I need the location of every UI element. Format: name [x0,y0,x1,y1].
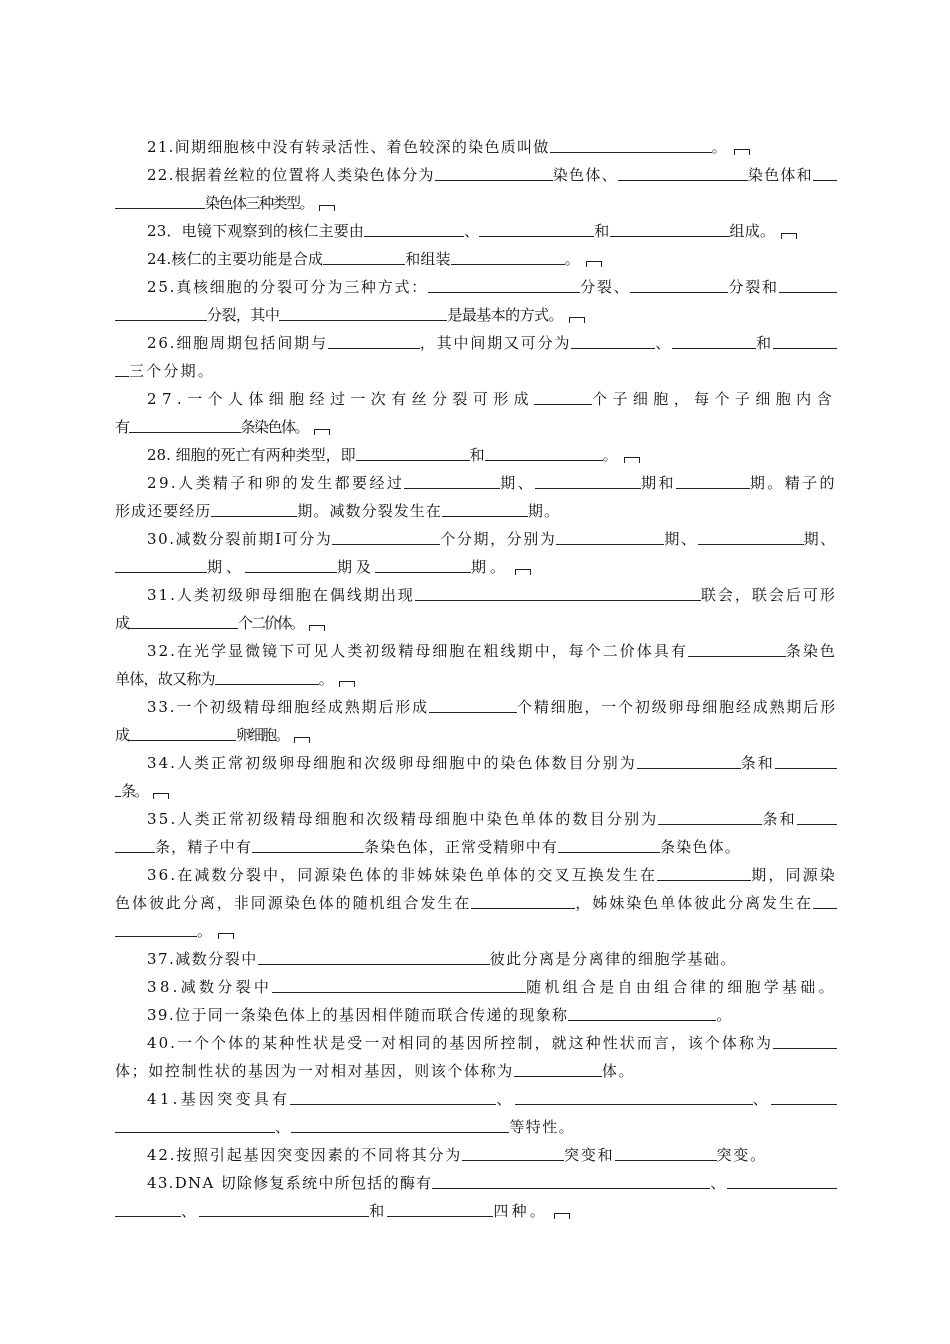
question-text: 个分期，分别为 [440,530,557,548]
question-line [147,137,750,157]
question-text: 、 [181,1202,200,1220]
answer-blank[interactable] [698,530,804,545]
question-text: 期、 [500,474,536,492]
question-text: 24.核仁的主要功能是合成 [147,250,324,268]
paragraph-mark-icon [153,793,169,799]
answer-blank[interactable] [415,586,701,601]
answer-blank[interactable] [115,306,207,321]
question-text: 39.位于同一条染色体上的基因相伴随而联合传递的现象称 [147,1006,569,1024]
answer-blank[interactable] [535,474,641,489]
question-text: 单体，故又称为 [115,670,215,688]
answer-blank[interactable] [534,390,592,405]
answer-blank[interactable] [550,138,712,153]
answer-blank[interactable] [630,278,728,293]
answer-blank[interactable] [688,642,786,657]
question-text: 期。精子的 [749,474,837,492]
question-text: 四种。 [493,1202,549,1220]
answer-blank[interactable] [658,810,762,825]
answer-blank[interactable] [404,474,500,489]
answer-blank[interactable] [676,474,750,489]
question-text: 31.人类初级卵母细胞在偶线期出现 [147,586,415,604]
answer-blank[interactable] [364,222,464,237]
question-line [147,221,797,241]
question-line [115,557,531,577]
question-text: 成 [115,614,129,632]
question-text: 。 [318,670,334,688]
paragraph-mark-icon [314,429,330,435]
question-text: 。 [711,138,728,156]
answer-blank[interactable] [290,1090,496,1105]
paragraph-mark-icon [554,1213,570,1219]
question-line [147,809,837,829]
question-text: 联会，联会后可形 [700,586,837,604]
answer-blank[interactable] [773,334,837,349]
answer-blank[interactable] [115,1118,275,1133]
question-text: 33.一个初级精母细胞经成熟期后形成 [147,698,429,716]
question-text: 等特性。 [509,1118,576,1136]
question-text: 条染色体，正常受精卵中有 [364,838,559,856]
question-text: 35.人类正常初级精母细胞和次级精母细胞中染色单体的数目分别为 [147,810,659,828]
question-text: 形成还要经历 [115,502,212,520]
question-text: 个精细胞，一个初级卵母细胞经成熟期后形 [516,698,837,716]
answer-blank[interactable] [328,334,420,349]
question-line [147,249,602,269]
question-text: 和 [756,334,773,352]
question-text: ，姊妹染色单体彼此分离发生在 [575,894,813,912]
answer-blank[interactable] [115,922,197,937]
answer-blank[interactable] [115,362,129,377]
question-text: 期、 [803,530,837,548]
question-text: 、 [464,222,480,240]
question-line [147,529,837,549]
question-line [147,949,737,969]
question-text: 三个分期。 [129,362,216,380]
paragraph-mark-icon [734,149,750,155]
question-line [147,473,837,493]
question-text: 期，同源染 [751,866,837,884]
paragraph-mark-icon [294,737,310,743]
answer-blank[interactable] [672,334,756,349]
question-text: 29.人类精子和卵的发生都要经过 [147,474,405,492]
question-text: 染色体、 [552,166,618,184]
question-text: 和 [469,446,485,464]
question-text: 。 [716,1006,733,1024]
question-text: 色体彼此分离，非同源染色体的随机组合发生在 [115,894,472,912]
answer-blank[interactable] [558,838,660,853]
question-line [147,165,837,185]
question-line [147,277,837,297]
question-text: 40.一个个体的某种性状是受一对相同的基因所控制，就这种性状而言，该个体称为 [147,1034,773,1052]
question-line [147,1173,837,1193]
question-text: 成 [115,726,129,744]
question-text: 彼此分离是分离律的细胞学基础。 [489,950,737,968]
question-text: 28. 细胞的死亡有两种类型，即 [147,446,356,464]
answer-blank[interactable] [432,1174,710,1189]
question-line [115,501,560,521]
paragraph-mark-icon [339,681,355,687]
answer-blank[interactable] [727,1174,837,1189]
question-line [147,1005,733,1025]
paragraph-mark-icon [586,261,602,267]
question-text: 25.真核细胞的分裂可分为三种方式： [147,278,429,296]
question-text: 。 [197,922,213,940]
answer-blank[interactable] [115,558,207,573]
answer-blank[interactable] [779,278,837,293]
answer-blank[interactable] [375,558,471,573]
question-text: 期。 [471,558,510,576]
paragraph-mark-icon [569,317,585,323]
question-line [115,725,310,745]
answer-blank[interactable] [245,558,337,573]
question-text: 30.减数分裂前期Ⅰ可分为 [147,530,333,548]
question-text: 21.间期细胞核中没有转录活性、着色较深的染色质叫做 [147,138,550,156]
question-line [115,1117,575,1137]
question-text: 27.一个人体细胞经过一次有丝分裂可形成 [147,390,535,408]
question-text: 32.在光学显微镜下可见人类初级精母细胞在粗线期中，每个二价体具有 [147,642,688,660]
question-text: 体。 [601,1062,636,1080]
question-text: 个二价体。 [238,614,304,632]
question-text: 、 [275,1118,292,1136]
question-text: 、 [710,1174,727,1192]
question-line [115,1061,635,1081]
answer-blank[interactable] [451,250,565,265]
question-text: 41.基因突变具有 [147,1090,291,1108]
answer-blank[interactable] [775,754,837,769]
answer-blank[interactable] [773,1034,837,1049]
paragraph-mark-icon [218,933,234,939]
question-text: 。 [602,446,618,464]
question-text: 个子细胞，每个子细胞内含 [592,390,837,408]
question-text: 分裂、 [580,278,631,296]
question-text: 42.按照引起基因突变因素的不同将其分为 [147,1146,463,1164]
paragraph-mark-icon [319,205,335,211]
question-text: 22.根据着丝粒的位置将人类染色体分为 [147,166,435,184]
answer-blank[interactable] [771,1090,837,1105]
question-text: 突变。 [716,1146,767,1164]
question-text: 期。 [527,502,561,520]
paragraph-mark-icon [624,457,640,463]
question-text: 分裂和 [728,278,779,296]
answer-blank[interactable] [115,1202,181,1217]
question-text: 38.减数分裂中 [147,978,273,996]
question-text: 期、 [664,530,698,548]
question-text: 期及 [337,558,376,576]
answer-blank[interactable] [356,446,470,461]
question-line [115,669,355,689]
answer-blank[interactable] [556,530,664,545]
question-line [115,193,335,213]
question-text: 23．电镜下观察到的核仁主要由 [147,222,365,240]
answer-blank[interactable] [637,754,741,769]
question-line [147,1089,837,1109]
answer-blank[interactable] [797,810,837,825]
answer-blank[interactable] [279,306,447,321]
question-text: 组成。 [729,222,776,240]
answer-blank[interactable] [429,698,517,713]
question-line [147,333,837,353]
answer-blank[interactable] [128,726,236,741]
question-line [147,753,837,773]
answer-blank[interactable] [515,1090,753,1105]
question-text: 有 [115,418,129,436]
question-text: 、 [752,1090,771,1108]
question-line [147,865,837,885]
answer-blank[interactable] [462,1146,564,1161]
answer-blank[interactable] [115,194,205,209]
question-text: 34.人类正常初级卵母细胞和次级卵母细胞中的染色体数目分别为 [147,754,637,772]
question-text: 随机组合是自由组合律的细胞学基础。 [526,978,837,996]
answer-blank[interactable] [813,166,837,181]
answer-blank[interactable] [199,1202,369,1217]
answer-blank[interactable] [387,1202,493,1217]
question-text: ，其中间期又可分为 [419,334,572,352]
question-line [115,781,169,801]
question-line [147,1145,767,1165]
answer-blank[interactable] [323,250,405,265]
answer-blank[interactable] [129,418,241,433]
answer-blank[interactable] [115,838,155,853]
answer-blank[interactable] [618,166,748,181]
question-text: 条染色 [785,642,837,660]
question-text: 37.减数分裂中 [147,950,258,968]
question-text: 是最基本的方式。 [447,306,563,324]
answer-blank[interactable] [514,1062,602,1077]
answer-blank[interactable] [252,838,364,853]
question-text: 期。减数分裂发生在 [297,502,442,520]
question-line [115,613,325,633]
question-text: 36.在减数分裂中，同源染色体的非姊妹染色单体的交叉互换发生在 [147,866,658,884]
answer-blank[interactable] [568,1006,716,1021]
question-text: 、 [496,1090,515,1108]
question-text: 和 [369,1202,388,1220]
question-text: 和组装 [405,250,451,268]
question-text: 卵细胞。 [236,726,289,744]
question-line [115,305,585,325]
answer-blank[interactable] [211,502,297,517]
question-text: 、 [655,334,673,352]
question-text: 突变和 [564,1146,615,1164]
question-line [115,1201,570,1221]
answer-blank[interactable] [215,670,319,685]
question-line [147,389,837,409]
question-line [147,585,837,605]
question-line [147,977,837,997]
question-text: 条和 [762,810,797,828]
question-line [115,893,837,913]
question-text: 条和 [740,754,775,772]
question-text: 和 [594,222,610,240]
question-line [115,837,741,857]
question-text: 期和 [641,474,676,492]
answer-blank[interactable] [657,866,751,881]
paragraph-mark-icon [309,625,325,631]
question-text: 分裂，其中 [207,306,280,324]
answer-blank[interactable] [428,278,580,293]
question-text: 26.细胞周期包括间期与 [147,334,328,352]
question-text: 染色体和 [747,166,813,184]
answer-blank[interactable] [272,978,526,993]
question-text: 体；如控制性状的基因为一对相对基因，则该个体称为 [115,1062,514,1080]
answer-blank[interactable] [813,894,837,909]
answer-blank[interactable] [610,222,730,237]
question-text: 条染色体。 [240,418,309,436]
answer-blank[interactable] [485,446,603,461]
question-text: 。 [564,250,580,268]
answer-blank[interactable] [479,222,594,237]
answer-blank[interactable] [571,334,655,349]
question-line [147,1033,837,1053]
question-line [115,361,215,381]
question-line [115,921,234,941]
answer-blank[interactable] [258,950,490,965]
answer-blank[interactable] [332,530,440,545]
question-line [147,445,640,465]
paragraph-mark-icon [781,233,797,239]
answer-blank[interactable] [128,614,238,629]
question-text: 条。 [121,782,148,800]
question-text: 期、 [207,558,246,576]
answer-blank[interactable] [291,1118,509,1133]
answer-blank[interactable] [615,1146,717,1161]
answer-blank[interactable] [435,166,553,181]
answer-blank[interactable] [442,502,528,517]
question-text: 43.DNA 切除修复系统中所包括的酶有 [147,1174,433,1192]
question-text: 染色体三种类型。 [205,194,314,212]
question-text: 条染色体。 [660,838,741,856]
question-line [147,641,837,661]
question-text: 条，精子中有 [155,838,253,856]
answer-blank[interactable] [471,894,575,909]
question-line [147,697,837,717]
paragraph-mark-icon [515,569,531,575]
question-line [115,417,330,437]
